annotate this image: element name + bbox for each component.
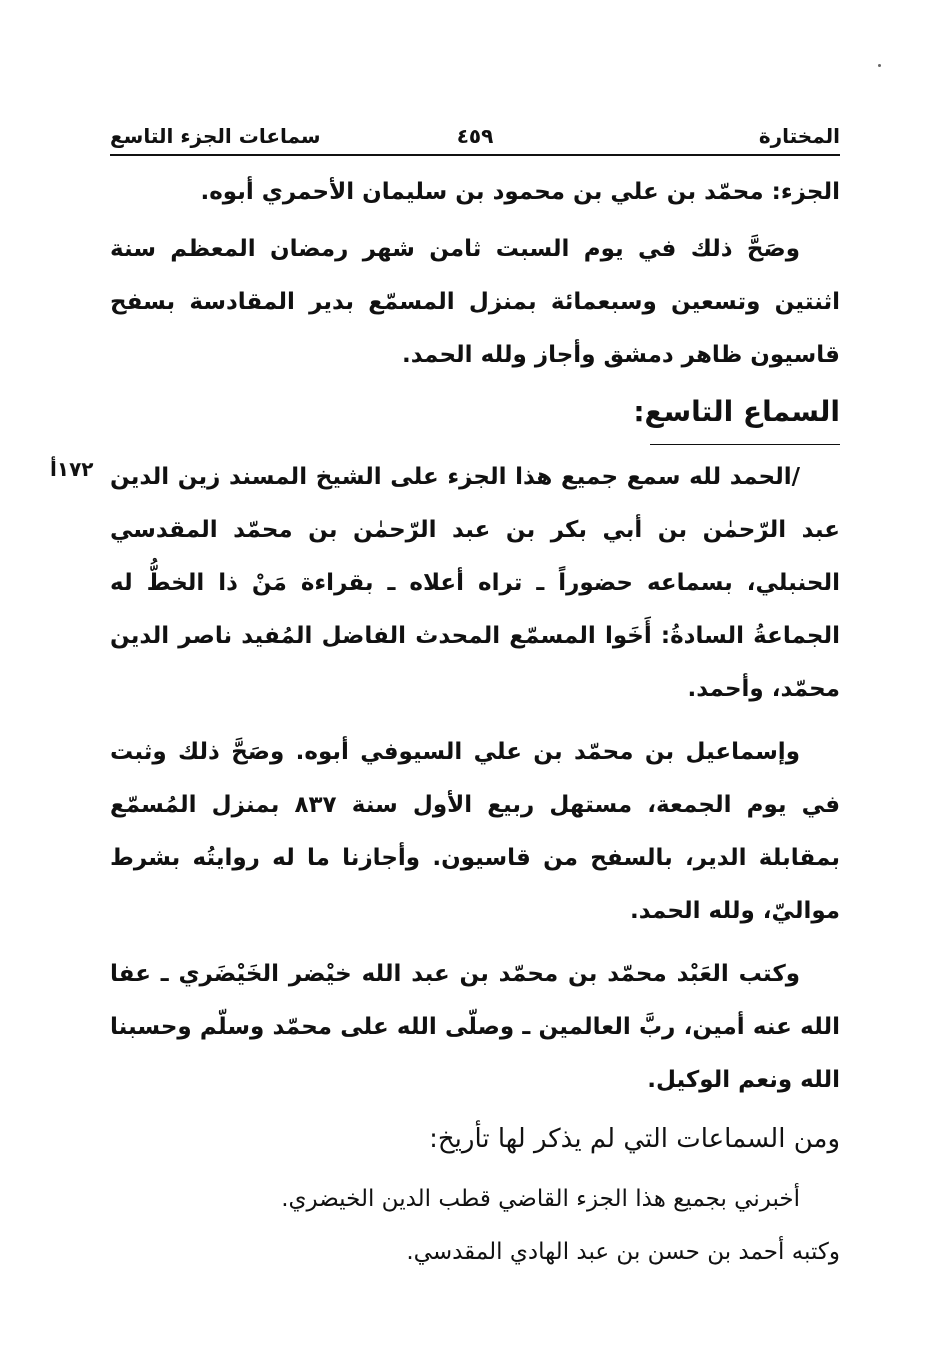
section-title: سماعات الجزء التاسع xyxy=(110,124,321,148)
scribe-paragraph: وكتب العَبْد محمّد بن محمّد بن عبد الله خيْضر الخَيْضَري ـ عفا الله عنه أمين، ربَّ العالمين ـ وصلّى الله على محمّد وسلّم وحسبنا الله ونعم الوكيل. xyxy=(110,961,840,1093)
ninth-session-heading: السماع التاسع: xyxy=(633,395,840,428)
book-title: المختارة xyxy=(758,124,840,148)
undated-sessions-heading: ومن السماعات التي لم يذكر لها تأريخ: xyxy=(429,1124,840,1154)
page-speck xyxy=(878,64,881,67)
book-page xyxy=(50,110,841,1279)
manuscript-folio-reference: ١٧٢أ xyxy=(50,457,94,481)
akhbarani-paragraph: أخبرني بجميع هذا الجزء القاضي قطب الدين الخيضري. xyxy=(281,1186,800,1212)
ismail-paragraph: وإسماعيل بن محمّد بن علي السيوفي أبوه. وصَحَّ ذلك وثبت في يوم الجمعة، مستهل ربيع الأول سنة ٨٣٧ بمنزل المُسمّع بمقابلة الدير، بالسفح من قاسيون. وأجازنا ما له روايتُه بشرط مواليّ، ولله الحمد. xyxy=(110,739,841,924)
running-header xyxy=(110,110,840,156)
closing-line: وكتبه أحمد بن حسن بن عبد الهادي المقدسي. xyxy=(406,1239,840,1265)
intro-paragraph: وصَحَّ ذلك في يوم السبت ثامن شهر رمضان المعظم سنة اثنتين وتسعين وسبعمائة بمنزل المسمّع بدير المقادسة بسفح قاسيون ظاهر دمشق وأجاز ولله الحمد. xyxy=(110,236,840,368)
ninth-session-paragraph: /الحمد لله سمع جميع هذا الجزء على الشيخ المسند زين الدين عبد الرّحمٰن بن أبي بكر بن عبد الرّحمٰن بن محمّد المقدسي الحنبلي، بسماعه حضوراً ـ تراه أعلاه ـ بقراءة مَنْ ذا الخطُّ له الجماعةُ السادةُ: أَخَوا المسمّع المحدث الفاضل المُفيد ناصر الدين محمّد، وأحمد. xyxy=(110,464,840,702)
ninth-session-block xyxy=(50,451,840,716)
heading-underline xyxy=(650,444,840,445)
page-number: ٤٥٩ xyxy=(456,124,494,148)
intro-line: الجزء: محمّد بن علي بن محمود بن سليمان الأحمري أبوه. xyxy=(200,179,840,205)
